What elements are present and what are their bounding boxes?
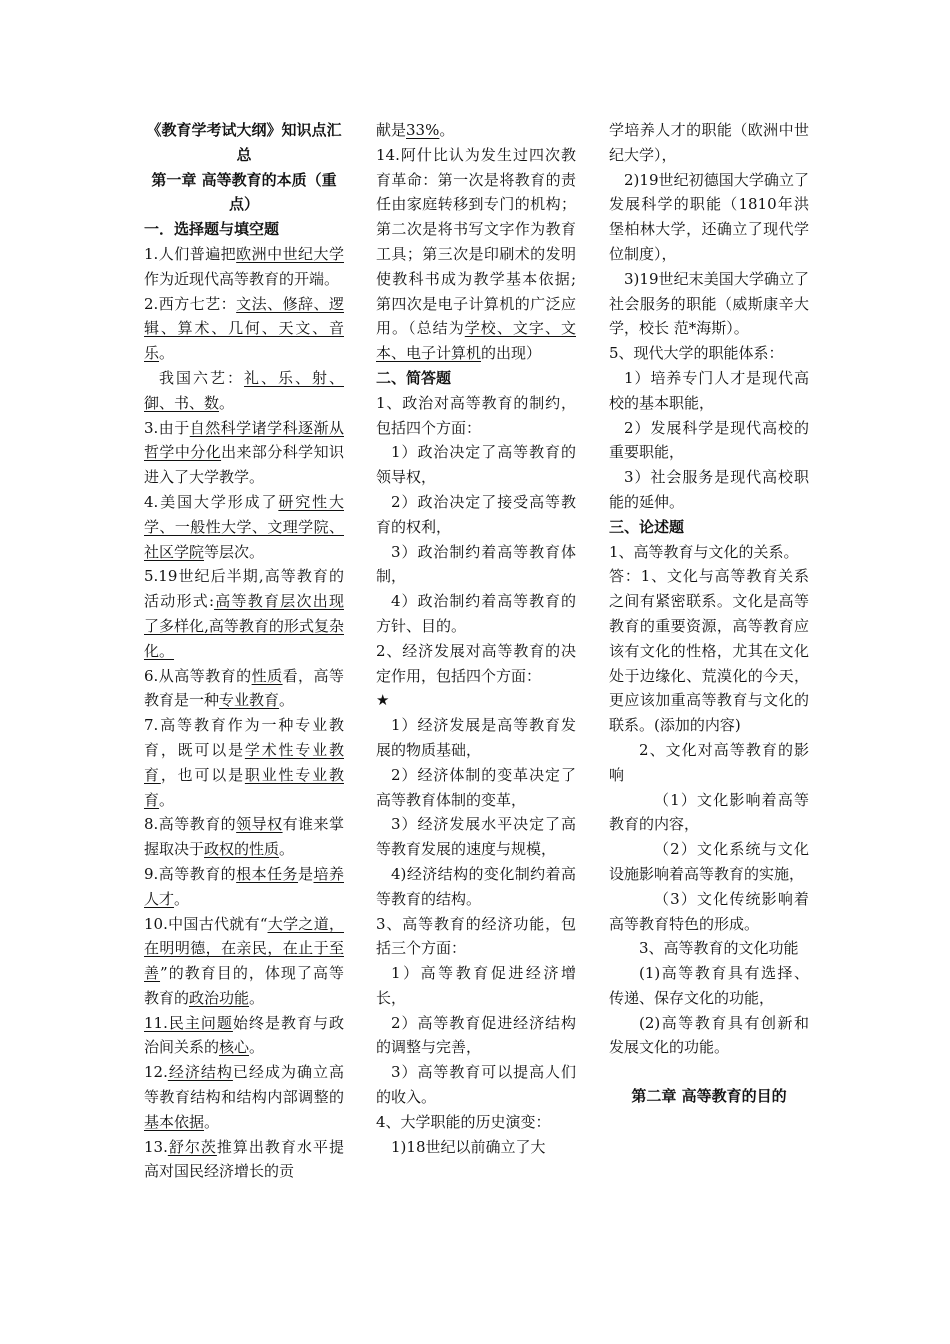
item-q14: 14.阿什比认为发生过四次教育革命：第一次是将教育的责任由家庭转移到专门的机构；第二次是将书写文字作为教育工具；第三次是印刷术的发明使教科书成为教学基本依据;第四次是电子计算机的广泛应用。（总结为学校、文字、文本、电子计算机的出现） bbox=[376, 145, 576, 363]
essay-point: (2)高等教育具有创新和发展文化的功能。 bbox=[609, 1013, 809, 1057]
short-answer-2-point: 2）经济体制的变革决定了高等教育体制的变革， bbox=[376, 765, 576, 809]
item-q9: 9.高等教育的根本任务是培养人才。 bbox=[144, 864, 344, 908]
section-essay-heading: 三、论述题 bbox=[609, 517, 685, 536]
column-left bbox=[144, 118, 344, 1184]
document-title: 《教育学考试大纲》知识点汇总 bbox=[146, 121, 342, 164]
essay-point: （2）文化系统与文化设施影响着高等教育的实施， bbox=[609, 840, 809, 883]
item-q13: 13.舒尔茨推算出教育水平提高对国民经济增长的贡 bbox=[144, 1137, 344, 1181]
short-answer-3: 3、高等教育的经济功能，包括三个方面： bbox=[376, 914, 576, 958]
star-icon: ★ bbox=[376, 691, 390, 710]
short-answer-1-point: 3）政治制约着高等教育体制， bbox=[376, 542, 576, 586]
chapter-2-heading: 第二章 高等教育的目的 bbox=[631, 1087, 787, 1106]
short-answer-4-point: 1)18世纪以前确立了大 bbox=[391, 1137, 546, 1156]
essay-subheading-2: 2、文化对高等教育的影响 bbox=[609, 740, 809, 784]
item-q13-continued: 献是33%。 bbox=[376, 121, 455, 139]
short-answer-5: 5、现代大学的职能体系： bbox=[609, 344, 784, 363]
short-answer-2-point: 3）经济发展水平决定了高等教育发展的速度与规模， bbox=[376, 815, 576, 859]
essay-point: （3）文化传统影响着高等教育特色的形成。 bbox=[609, 889, 809, 933]
short-answer-2-point: 1）经济发展是高等教育发展的物质基础， bbox=[376, 716, 576, 759]
column-right bbox=[609, 118, 809, 1109]
short-answer-2-point: 4)经济结构的变化制约着高等教育的结构。 bbox=[376, 864, 576, 908]
item-q7: 7.高等教育作为一种专业教育，既可以是学术性专业教育，也可以是职业性专业教育。 bbox=[144, 716, 344, 809]
column-middle bbox=[376, 118, 576, 1159]
item-q11: 11.民主问题始终是教育与政治间关系的核心。 bbox=[144, 1013, 344, 1057]
short-answer-4-point: 3)19世纪末美国大学确立了社会服务的职能（威斯康辛大学，校长 范*海斯）。 bbox=[609, 269, 809, 338]
short-answer-1: 1、政治对高等教育的制约，包括四个方面： bbox=[376, 393, 576, 437]
chapter-1-heading: 第一章 高等教育的本质（重点） bbox=[151, 170, 337, 214]
short-answer-3-point: 1）高等教育促进经济增长， bbox=[376, 964, 576, 1007]
item-q1: 1.人们普遍把欧洲中世纪大学作为近现代高等教育的开端。 bbox=[144, 244, 344, 288]
item-q8: 8.高等教育的领导权有谁来掌握取决于政权的性质。 bbox=[144, 815, 344, 859]
item-q5: 5.19世纪后半期,高等教育的活动形式:高等教育层次出现了多样化,高等教育的形式复杂化。 bbox=[144, 567, 344, 660]
item-q3: 3.由于自然科学诸学科逐渐从哲学中分化出来部分科学知识进入了大学教学。 bbox=[144, 418, 344, 487]
essay-question-1: 1、高等教育与文化的关系。 bbox=[609, 542, 799, 561]
spacer bbox=[609, 1060, 809, 1084]
short-answer-3-point: 2）高等教育促进经济结构的调整与完善， bbox=[376, 1013, 576, 1057]
item-q2b: 我国六艺：礼、乐、射、御、书、数。 bbox=[144, 368, 344, 412]
essay-subheading-3: 3、高等教育的文化功能 bbox=[639, 939, 799, 958]
section-choice-fill-heading: 一．选择题与填空题 bbox=[144, 220, 280, 239]
short-answer-4-point: 2)19世纪初德国大学确立了发展科学的职能（1810年洪堡柏林大学，还确立了现代学位制度）， bbox=[609, 170, 809, 263]
item-q6: 6.从高等教育的性质看，高等教育是一种专业教育。 bbox=[144, 666, 344, 710]
essay-point: （1）文化影响着高等教育的内容， bbox=[609, 790, 809, 834]
short-answer-1-point: 4）政治制约着高等教育的方针、目的。 bbox=[376, 592, 576, 635]
item-q2: 2.西方七艺：文法、修辞、逻辑、算术、几何、天文、音乐。 bbox=[144, 294, 344, 363]
short-answer-4: 4、大学职能的历史演变： bbox=[376, 1112, 551, 1131]
short-answer-3-point: 3）高等教育可以提高人们的收入。 bbox=[376, 1063, 576, 1107]
short-answer-5-point: 2）发展科学是现代高校的重要职能， bbox=[609, 418, 809, 462]
essay-point: (1)高等教育具有选择、传递、保存文化的功能， bbox=[609, 964, 809, 1007]
short-answer-1-point: 1）政治决定了高等教育的领导权， bbox=[376, 443, 576, 487]
short-answer-5-point: 3）社会服务是现代高校职能的延伸。 bbox=[609, 468, 809, 511]
section-short-answer-heading: 二、简答题 bbox=[376, 368, 452, 387]
item-q12: 12.经济结构已经成为确立高等教育结构和结构内部调整的基本依据。 bbox=[144, 1063, 344, 1131]
short-answer-4-point-continued: 学培养人才的职能（欧洲中世纪大学）， bbox=[609, 121, 809, 164]
item-q4: 4.美国大学形成了研究性大学、一般性大学、文理学院、社区学院等层次。 bbox=[144, 492, 344, 561]
short-answer-5-point: 1）培养专门人才是现代高校的基本职能， bbox=[609, 368, 809, 412]
essay-answer-1: 答：1、文化与高等教育关系之间有紧密联系。文化是高等教育的重要资源，高等教育应该有文化的性格，尤其在文化处于边缘化、荒漠化的今天，更应该加重高等教育与文化的联系。(添加的内容) bbox=[609, 567, 809, 735]
item-q10: 10.中国古代就有“大学之道，在明明德，在亲民，在止于至善”的教育目的，体现了高等教育的政治功能。 bbox=[144, 914, 344, 1007]
short-answer-1-point: 2）政治决定了接受高等教育的权利， bbox=[376, 492, 576, 536]
short-answer-2: 2、经济发展对高等教育的决定作用，包括四个方面： bbox=[376, 641, 576, 685]
